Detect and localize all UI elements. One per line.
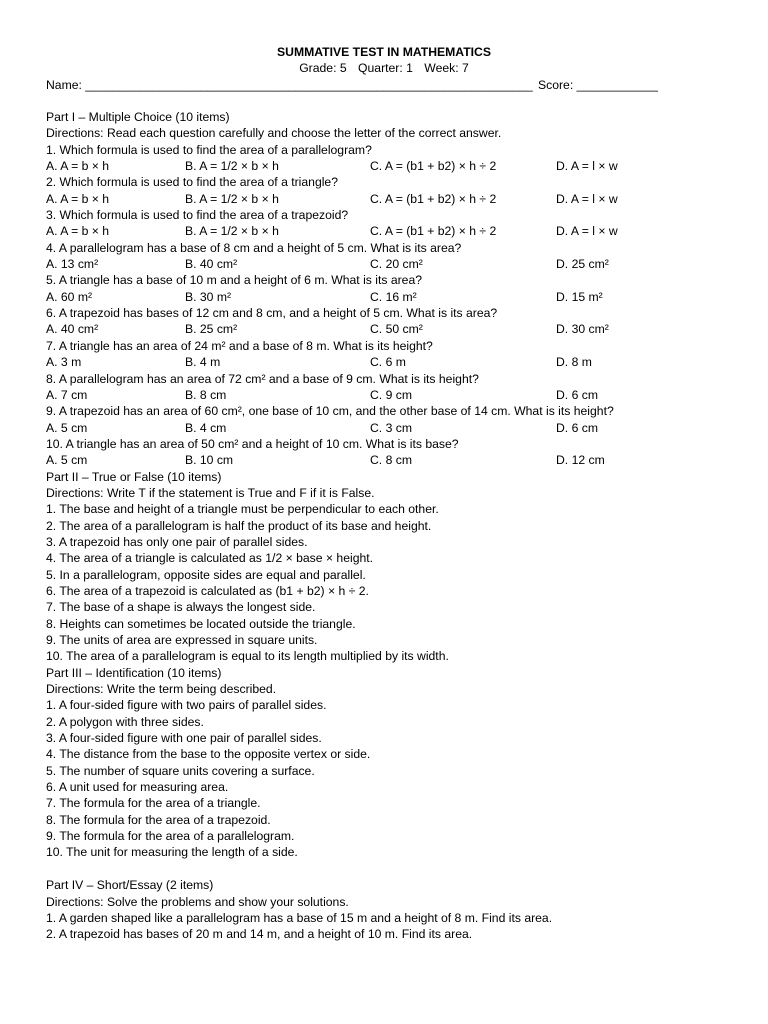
mc-choice[interactable]: B. A = 1/2 × b × h [185,191,279,206]
test-header [46,44,722,76]
mc-choice[interactable]: A. 7 cm [46,387,88,402]
mc-choice[interactable]: B. 8 cm [185,387,227,402]
mc-choice[interactable]: D. A = l × w [556,159,618,174]
part4-directions: Directions: Solve the problems and show your solutions. [46,894,349,909]
mc-choice[interactable]: C. 20 cm² [370,257,423,272]
part1-heading: Part I – Multiple Choice (10 items) [46,110,230,124]
mc-question: 5. A triangle has a base of 10 m and a height of 6 m. What is its area? [46,273,423,288]
true-false-item: 10. The area of a parallelogram is equal to its length multiplied by its width. [46,649,449,664]
identification-item: 9. The formula for the area of a parallelogram. [46,829,295,844]
true-false-item: 5. In a parallelogram, opposite sides are equal and parallel. [46,567,366,582]
mc-choices [46,452,736,468]
mc-choices [46,321,736,337]
mc-choice[interactable]: B. 25 cm² [185,322,238,337]
mc-choice[interactable]: A. 60 m² [46,289,93,304]
name-field[interactable]: Name: __________________________________________________________________ [46,78,533,92]
mc-choice[interactable]: A. 40 cm² [46,322,99,337]
true-false-item: 6. The area of a trapezoid is calculated as (b1 + b2) × h ÷ 2. [46,583,369,598]
mc-choice[interactable]: C. 6 m [370,355,406,370]
mc-choice[interactable]: C. 16 m² [370,289,417,304]
mc-choices [46,289,736,305]
mc-choice[interactable]: C. 8 cm [370,453,412,468]
mc-choice[interactable]: D. A = l × w [556,191,618,206]
mc-question: 9. A trapezoid has an area of 60 cm², one base of 10 cm, and the other base of 14 cm. What is its height? [46,404,614,419]
mc-choice[interactable]: D. 25 cm² [556,257,609,272]
quarter-label: Quarter: 1 [358,61,413,75]
mc-choice[interactable]: C. 3 cm [370,420,412,435]
mc-question: 3. Which formula is used to find the area of a trapezoid? [46,208,349,223]
essay-list [46,910,736,943]
mc-choice[interactable]: A. 3 m [46,355,82,370]
grade-label: Grade: 5 [299,61,347,75]
identification-item: 5. The number of square units covering a surface. [46,763,315,778]
mc-choice[interactable]: B. 30 m² [185,289,232,304]
mc-choice[interactable]: A. A = b × h [46,224,110,239]
true-false-item: 9. The units of area are expressed in square units. [46,633,318,647]
identification-item: 4. The distance from the base to the opposite vertex or side. [46,747,371,762]
mc-question: 6. A trapezoid has bases of 12 cm and 8 cm, and a height of 5 cm. What is its area? [46,306,498,321]
mc-choices [46,420,736,436]
mc-choice[interactable]: B. A = 1/2 × b × h [185,224,279,239]
mc-choice[interactable]: A. 5 cm [46,453,88,468]
mc-choices [46,223,736,239]
multiple-choice-list [46,142,736,469]
test-title: SUMMATIVE TEST IN MATHEMATICS [277,45,491,59]
identification-item: 10. The unit for measuring the length of a side. [46,845,298,860]
identification-item: 1. A four-sided figure with two pairs of parallel sides. [46,698,327,713]
mc-choice[interactable]: D. A = l × w [556,224,618,239]
essay-item: 1. A garden shaped like a parallelogram has a base of 15 m and a height of 8 m. Find its area. [46,910,553,925]
mc-choice[interactable]: B. 10 cm [185,453,234,468]
identification-list [46,697,736,860]
mc-choices [46,387,736,403]
name-score-line [46,77,722,93]
true-false-list [46,501,736,664]
mc-choice[interactable]: D. 6 cm [556,387,598,402]
mc-choice[interactable]: B. 4 m [185,355,221,370]
true-false-item: 1. The base and height of a triangle must be perpendicular to each other. [46,502,439,517]
score-field[interactable]: Score: ____________ [538,78,658,92]
mc-choice[interactable]: C. 50 cm² [370,322,423,337]
grade-quarter-week [46,60,722,76]
mc-choice[interactable]: A. A = b × h [46,191,110,206]
identification-item: 7. The formula for the area of a triangle. [46,796,261,811]
test-content [46,109,736,943]
mc-choices [46,256,736,272]
mc-choice[interactable]: D. 15 m² [556,289,603,304]
true-false-item: 3. A trapezoid has only one pair of parallel sides. [46,534,308,549]
mc-choice[interactable]: A. 13 cm² [46,257,99,272]
true-false-item: 8. Heights can sometimes be located outside the triangle. [46,616,356,631]
true-false-item: 4. The area of a triangle is calculated as 1/2 × base × height. [46,551,374,566]
mc-choice[interactable]: A. 5 cm [46,420,88,435]
mc-choice[interactable]: D. 30 cm² [556,322,609,337]
mc-choices [46,354,736,370]
mc-question: 2. Which formula is used to find the area of a triangle? [46,175,338,190]
mc-choice[interactable]: C. A = (b1 + b2) × h ÷ 2 [370,191,497,206]
mc-question: 7. A triangle has an area of 24 m² and a base of 8 m. What is its height? [46,338,433,353]
identification-item: 2. A polygon with three sides. [46,714,204,729]
true-false-item: 7. The base of a shape is always the longest side. [46,600,316,615]
mc-question: 8. A parallelogram has an area of 72 cm² and a base of 9 cm. What is its height? [46,371,479,386]
mc-choice[interactable]: C. 9 cm [370,387,412,402]
mc-choice[interactable]: D. 8 m [556,355,592,370]
identification-item: 8. The formula for the area of a trapezoid. [46,812,271,827]
mc-choice[interactable]: C. A = (b1 + b2) × h ÷ 2 [370,159,497,174]
mc-question: 10. A triangle has an area of 50 cm² and a height of 10 cm. What is its base? [46,436,459,451]
part3-directions: Directions: Write the term being described. [46,682,277,697]
mc-choice[interactable]: A. A = b × h [46,159,110,174]
identification-item: 3. A four-sided figure with one pair of parallel sides. [46,731,322,746]
mc-choice[interactable]: B. 4 cm [185,420,227,435]
mc-question: 1. Which formula is used to find the area of a parallelogram? [46,142,372,157]
mc-question: 4. A parallelogram has a base of 8 cm and a height of 5 cm. What is its area? [46,240,462,255]
essay-item: 2. A trapezoid has bases of 20 m and 14 m, and a height of 10 m. Find its area. [46,927,473,942]
part2-directions: Directions: Write T if the statement is True and F if it is False. [46,485,375,500]
true-false-item: 2. The area of a parallelogram is half the product of its base and height. [46,518,432,533]
mc-choices [46,191,736,207]
week-label: Week: 7 [424,61,469,75]
mc-choice[interactable]: B. A = 1/2 × b × h [185,159,279,174]
mc-choice[interactable]: B. 40 cm² [185,257,238,272]
spacer [46,861,736,877]
mc-choice[interactable]: C. A = (b1 + b2) × h ÷ 2 [370,224,497,239]
mc-choices [46,158,736,174]
part1-directions: Directions: Read each question carefully and choose the letter of the correct answer. [46,126,502,141]
mc-choice[interactable]: D. 6 cm [556,420,598,435]
part4-heading: Part IV – Short/Essay (2 items) [46,878,214,893]
part3-heading: Part III – Identification (10 items) [46,665,222,680]
part2-heading: Part II – True or False (10 items) [46,469,222,484]
mc-choice[interactable]: D. 12 cm [556,453,605,468]
identification-item: 6. A unit used for measuring area. [46,780,229,795]
